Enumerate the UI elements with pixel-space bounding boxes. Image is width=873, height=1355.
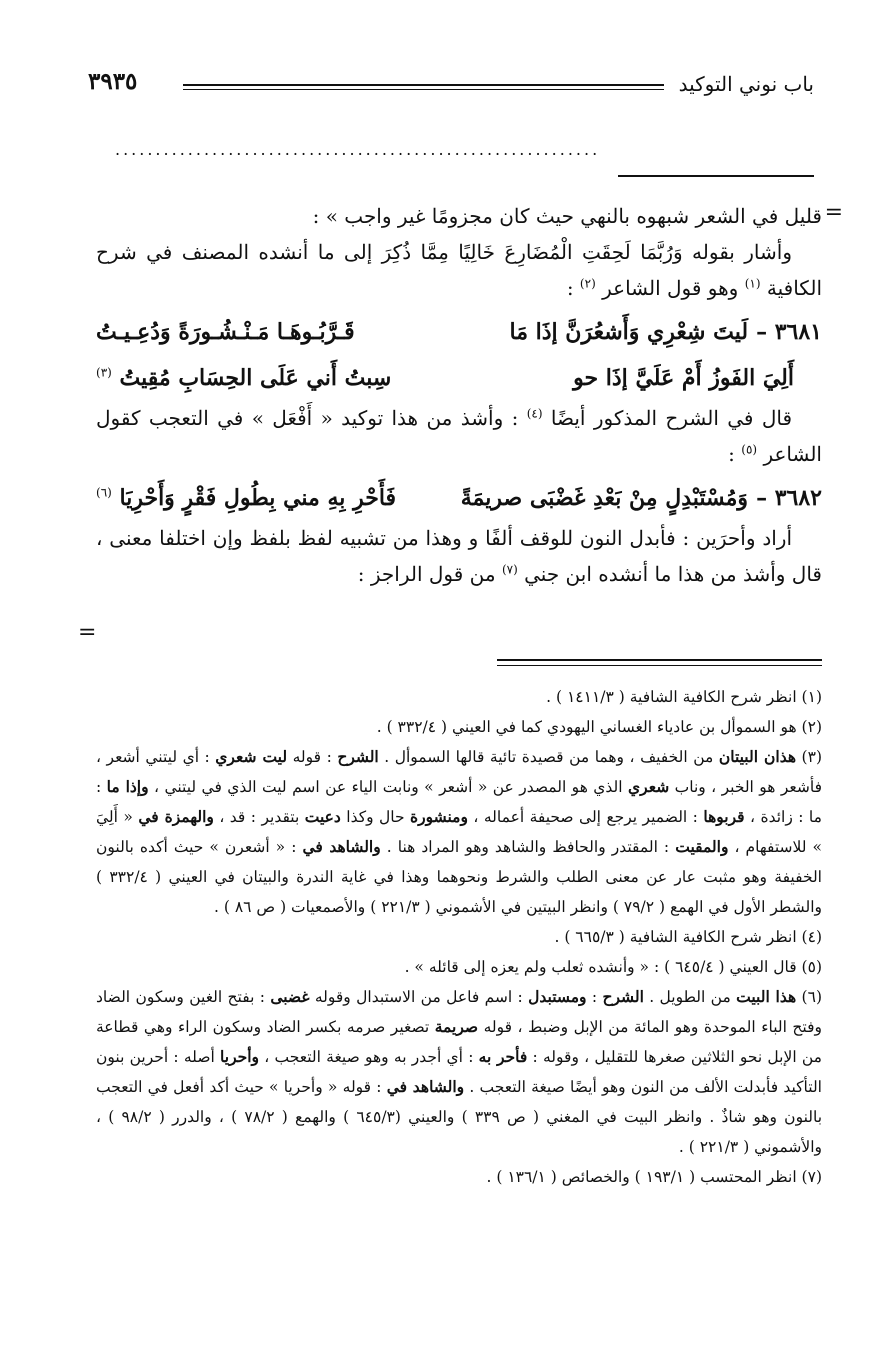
verse-3682-hemistich-1 [461, 478, 822, 518]
footnote-text: من الخفيف ، وهما من قصيدة تائية قالها السموأل . [384, 748, 714, 766]
verse-text: سِبتُ أَني عَلَى الحِسَابِ مُقِيتُ [119, 365, 392, 391]
footnote-rule [497, 659, 822, 661]
footnote-text: بتقدير : قد ، [219, 808, 300, 826]
paragraph-4-end: من قول الراجز : [357, 562, 496, 586]
verse-3681-hemistich-4 [96, 358, 391, 398]
footnote-text: : اسم فاعل من الاستبدال وقوله [314, 988, 523, 1006]
continuation-mark: = [824, 200, 843, 225]
footnote-ref-4: (٤) [526, 406, 543, 421]
footnote-text: : ما : زائدة ، [96, 778, 822, 826]
footnote-number: (٣) [801, 748, 822, 766]
paragraph-2-end: : [566, 276, 574, 300]
verse-3681-line-2 [96, 358, 822, 398]
paragraph-3-text-b: : وأشذ من هذا توكيد « أَفْعَل » في التعجب كقول الشاعر [96, 406, 822, 466]
footnote-keyword: هذا البيت [736, 987, 797, 1006]
footnote-7: (٧) انظر المحتسب ( ١٩٣/١ ) والخصائص ( ١٣٦/١ ) . [486, 1168, 822, 1186]
footnote-keyword: شعري [628, 777, 670, 796]
footnote-text: : بفتح الغين وسكون الضاد وفتح الباء الموحدة وهو المائة من الإبل وضبط ، قوله [96, 988, 823, 1036]
footnote-ref-5: (٥) [741, 442, 758, 457]
footnote-number: (٦) [801, 988, 822, 1006]
paragraph-3-text: قال في الشرح المذكور أيضًا [550, 406, 793, 430]
running-header [88, 68, 814, 104]
footnote-text: تصغير صرمه بكسر الضاد وسكون الراء وهي قطاعة من الإبل نحو الثلاثين صغرها للتقليل ، وقوله : [96, 1018, 822, 1066]
footnote-text: حال وكذا [346, 808, 405, 826]
continuation-rule [618, 175, 814, 177]
dotted-separator: ............................................................ [115, 140, 601, 159]
footnote-keyword: ومنشورة [410, 807, 468, 826]
footnote-keyword: الشرح [602, 987, 644, 1006]
footnote-keyword: فأحر به [478, 1047, 528, 1066]
footnote-keyword: قربوها [703, 807, 745, 826]
footnote-keyword: هذان البيتان [718, 747, 797, 766]
paragraph-4 [96, 520, 822, 592]
footnote-text: الذي هو المصدر عن « أشعر » ونابت الياء عن اسم ليت الذي في ليتني ، [154, 778, 623, 796]
footnote-6 [96, 982, 822, 1162]
verse-number: ٣٦٨١ – [756, 319, 822, 345]
chapter-title: باب نوني التوكيد [673, 72, 814, 96]
paragraph-3-end: : [728, 442, 735, 466]
footnote-rule-thin [497, 665, 822, 666]
footnote-ref-7: (٧) [501, 562, 518, 577]
footnote-keyword: صريمة [434, 1017, 479, 1036]
paragraph-2-tail: وهو قول الشاعر [602, 276, 739, 300]
footnote-text: : المقتدر والحافظ والشاهد وهو المراد هنا . [386, 838, 670, 856]
footnote-keyword: ومستبدل [528, 987, 587, 1006]
footnote-keyword: والهمزة في [138, 807, 214, 826]
footnote-text: من الطويل . [649, 988, 731, 1006]
footnote-text: : [591, 988, 598, 1006]
verse-3681-hemistich-3: أَلِيَ الفَوزُ أَمْ عَلَيَّ إذَا حو [573, 365, 794, 391]
footnote-2: (٢) هو السموأل بن عادياء الغساني اليهودي كما في العيني ( ٣٣٢/٤ ) . [376, 718, 822, 736]
footnote-keyword: دعيت [304, 807, 341, 826]
footnotes [96, 682, 822, 1192]
footnote-text: : الضمير يرجع إلى صحيفة أعماله ، [473, 808, 698, 826]
footnote-keyword: وإذا ما [106, 777, 149, 796]
footnote-ref-2: (٢) [579, 276, 596, 291]
verse-3681-hemistich-1 [509, 312, 822, 352]
footnote-keyword: غضبى [270, 987, 310, 1006]
verse-text: وَمُسْتَبْدِلٍ مِنْ بَعْدِ غَضْبَى صريمَةً [460, 485, 749, 511]
footnote-text: : قوله [292, 748, 332, 766]
footnote-ref-6: (٦) [96, 485, 112, 500]
paragraph-4-text: أراد وأحرَين : فأبدل النون للوقف ألفًا و وهذا من تشبيه لفظ بلفظ وإن اختلفا معنى ، قال وأشذ من هذا ما أنشده ابن جني [96, 526, 822, 586]
footnote-keyword: والشاهد في [386, 1077, 465, 1096]
footnote-3 [96, 742, 822, 922]
verse-number: ٣٦٨٢ – [756, 485, 822, 511]
footnote-keyword: والشاهد في [302, 837, 381, 856]
header-rule [183, 84, 664, 90]
footnote-text: « أَلِيَ » للاستفهام ، [96, 808, 823, 856]
footnote-4: (٤) انظر شرح الكافية الشافية ( ٦٦٥/٣ ) . [554, 928, 822, 946]
verse-3681-line-1 [96, 312, 822, 352]
verse-3682-hemistich-2 [96, 478, 396, 518]
footnote-ref-1: (١) [744, 276, 761, 291]
page-number: ٣٩٣٥ [88, 68, 143, 95]
footnote-text: : أي أجدر به وهو صيغة التعجب ، [264, 1048, 474, 1066]
footnote-keyword: وأحريا [220, 1047, 259, 1066]
verse-text: فَأَحْرِ بِهِ مني بِطُولِ فَقْرٍ وَأَحْرِيَا [119, 485, 397, 511]
footnote-text: : قوله « وأحريا » حيث أكد أفعل في التعجب بالنون وهو شاذٌ . وانظر البيت في المغني ( ص ٣٣٩ ) والعيني (٦٤٥/٣ ) والهمع ( ٧٨/٢ ) ، والدرر ( ٩٨/٢ ) ، والأشموني ( ٢٢١/٣ ) . [96, 1078, 823, 1156]
paragraph-2 [96, 234, 822, 306]
verse-3682 [96, 478, 822, 518]
paragraph-3 [96, 400, 822, 472]
footnote-text: : أي ليتني أشعر ، فأشعر هو الخبر ، وناب [96, 748, 823, 796]
footnote-keyword: ليت شعري [215, 747, 288, 766]
footnote-keyword: الشرح [337, 747, 379, 766]
footnote-text: : « أشعرن » حيث أكده بالنون الخفيفة وهو مثبت عار عن معنى الطلب والشرط ونحوهما وهذا في غاية الندرة والبيتان في العيني ( ٣٣٢/٤ ) والشطر الأول في الهمع ( ٧٩/٢ ) وانظر البيتين في الأشموني ( ٢٢١/٣ ) والأصمعيات ( ص ٨٦ ) . [96, 838, 822, 916]
footnote-1: (١) انظر شرح الكافية الشافية ( ١٤١١/٣ ) . [546, 688, 822, 706]
footnote-5: (٥) قال العيني ( ٦٤٥/٤ ) : « وأنشده ثعلب ولم يعزه إلى قائله » . [404, 958, 822, 976]
footnote-text: أصله : أحرين بنون التأكيد فأبدلت الألف من النون وهو أيضًا صيغة التعجب . [96, 1048, 822, 1096]
paragraph-1: قليل في الشعر شبهوه بالنهي حيث كان مجزومًا غير واجب » : [312, 204, 822, 228]
main-text [96, 198, 822, 592]
footnote-ref-3: (٣) [96, 365, 112, 380]
verse-text: لَيتَ شِعْرِي وَأَشعُرَنَّ إذَا مَا [509, 319, 749, 345]
continues-mark: = [78, 620, 97, 645]
footnote-keyword: والمقيت [675, 837, 729, 856]
verse-3681-hemistich-2: قَـرَّبُـوهَـا مَـنْـشُـورَةً وَدُعِـيـتُ [96, 319, 355, 345]
paragraph-2-text: وأشار بقوله وَرُبَّمَا لَحِقَتِ الْمُضَارِعَ خَالِيًا مِمَّا ذُكِرَ إلى ما أنشده المصنف في شرح الكافية [96, 240, 822, 300]
